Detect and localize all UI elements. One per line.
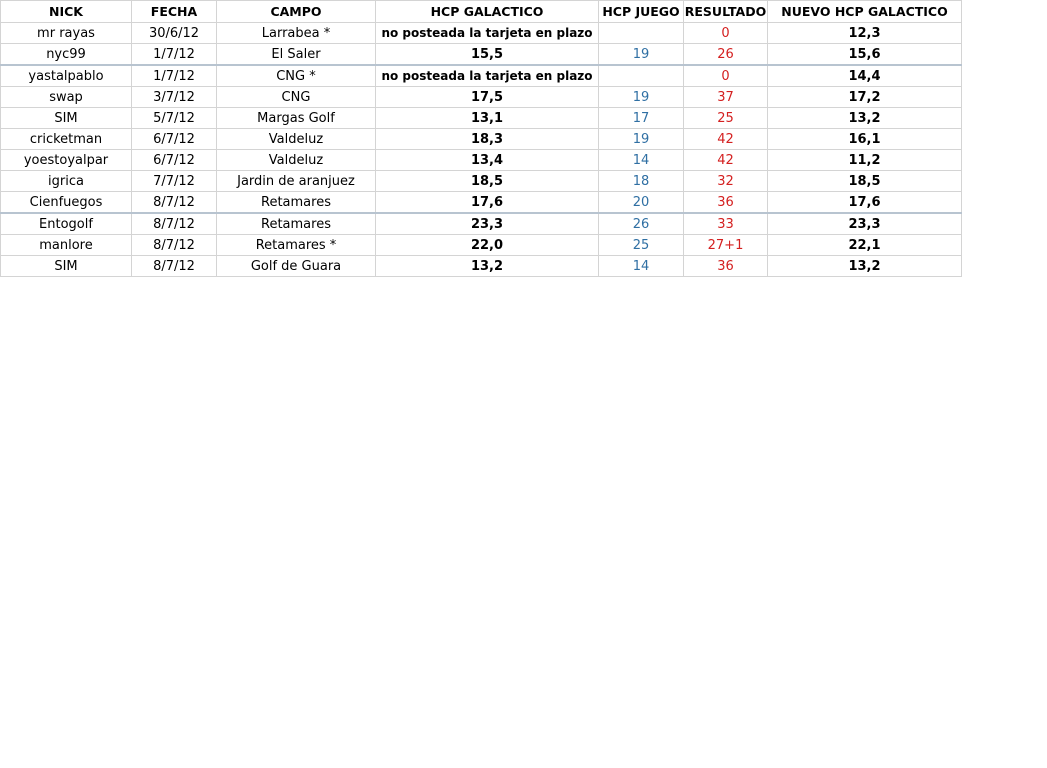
cell-resultado[interactable]: 26: [684, 44, 768, 66]
cell-campo[interactable]: Retamares: [217, 192, 376, 214]
cell-hcp-galactico[interactable]: 18,3: [376, 129, 599, 150]
table-row: [1, 192, 962, 214]
cell-hcp-juego[interactable]: 19: [599, 129, 684, 150]
column-header-nuevo-hcp-galactico[interactable]: NUEVO HCP GALACTICO: [768, 1, 962, 23]
cell-resultado[interactable]: 36: [684, 256, 768, 277]
cell-nuevo-hcp-galactico[interactable]: 11,2: [768, 150, 962, 171]
cell-hcp-galactico[interactable]: 18,5: [376, 171, 599, 192]
cell-hcp-juego[interactable]: [599, 65, 684, 87]
cell-hcp-juego[interactable]: 19: [599, 44, 684, 66]
cell-hcp-galactico[interactable]: no posteada la tarjeta en plazo: [376, 23, 599, 44]
cell-resultado[interactable]: 42: [684, 129, 768, 150]
cell-nick[interactable]: swap: [1, 87, 132, 108]
table-row: [1, 171, 962, 192]
cell-hcp-juego[interactable]: 19: [599, 87, 684, 108]
cell-hcp-juego[interactable]: 26: [599, 213, 684, 235]
cell-nick[interactable]: SIM: [1, 256, 132, 277]
cell-campo[interactable]: CNG *: [217, 65, 376, 87]
cell-campo[interactable]: CNG: [217, 87, 376, 108]
cell-hcp-juego[interactable]: 20: [599, 192, 684, 214]
cell-fecha[interactable]: 8/7/12: [132, 256, 217, 277]
cell-hcp-galactico[interactable]: 15,5: [376, 44, 599, 66]
cell-nick[interactable]: nyc99: [1, 44, 132, 66]
column-header-campo[interactable]: CAMPO: [217, 1, 376, 23]
cell-hcp-juego[interactable]: [599, 23, 684, 44]
cell-nuevo-hcp-galactico[interactable]: 15,6: [768, 44, 962, 66]
cell-resultado[interactable]: 33: [684, 213, 768, 235]
cell-nuevo-hcp-galactico[interactable]: 14,4: [768, 65, 962, 87]
results-table: [0, 0, 962, 277]
cell-nuevo-hcp-galactico[interactable]: 13,2: [768, 256, 962, 277]
cell-fecha[interactable]: 8/7/12: [132, 235, 217, 256]
cell-nick[interactable]: manlore: [1, 235, 132, 256]
cell-fecha[interactable]: 6/7/12: [132, 150, 217, 171]
cell-fecha[interactable]: 8/7/12: [132, 213, 217, 235]
column-header-fecha[interactable]: FECHA: [132, 1, 217, 23]
cell-campo[interactable]: El Saler: [217, 44, 376, 66]
column-header-nick[interactable]: NICK: [1, 1, 132, 23]
header-row: [1, 1, 962, 23]
cell-resultado[interactable]: 27+1: [684, 235, 768, 256]
cell-hcp-galactico[interactable]: 17,6: [376, 192, 599, 214]
cell-hcp-juego[interactable]: 18: [599, 171, 684, 192]
cell-nuevo-hcp-galactico[interactable]: 12,3: [768, 23, 962, 44]
cell-hcp-galactico[interactable]: 13,2: [376, 256, 599, 277]
cell-nuevo-hcp-galactico[interactable]: 13,2: [768, 108, 962, 129]
cell-resultado[interactable]: 0: [684, 23, 768, 44]
cell-nuevo-hcp-galactico[interactable]: 17,6: [768, 192, 962, 214]
cell-hcp-galactico[interactable]: no posteada la tarjeta en plazo: [376, 65, 599, 87]
cell-nick[interactable]: Cienfuegos: [1, 192, 132, 214]
table-row: [1, 23, 962, 44]
table-row: [1, 129, 962, 150]
column-header-resultado[interactable]: RESULTADO: [684, 1, 768, 23]
cell-nick[interactable]: Entogolf: [1, 213, 132, 235]
cell-nick[interactable]: yastalpablo: [1, 65, 132, 87]
cell-campo[interactable]: Valdeluz: [217, 150, 376, 171]
cell-nuevo-hcp-galactico[interactable]: 16,1: [768, 129, 962, 150]
cell-campo[interactable]: Retamares *: [217, 235, 376, 256]
cell-nick[interactable]: mr rayas: [1, 23, 132, 44]
cell-hcp-galactico[interactable]: 23,3: [376, 213, 599, 235]
cell-hcp-juego[interactable]: 14: [599, 256, 684, 277]
cell-resultado[interactable]: 42: [684, 150, 768, 171]
cell-hcp-juego[interactable]: 17: [599, 108, 684, 129]
table-row: [1, 213, 962, 235]
cell-hcp-juego[interactable]: 25: [599, 235, 684, 256]
cell-nick[interactable]: SIM: [1, 108, 132, 129]
cell-fecha[interactable]: 6/7/12: [132, 129, 217, 150]
cell-hcp-galactico[interactable]: 13,1: [376, 108, 599, 129]
table-row: [1, 87, 962, 108]
cell-fecha[interactable]: 7/7/12: [132, 171, 217, 192]
cell-campo[interactable]: Jardin de aranjuez: [217, 171, 376, 192]
cell-nick[interactable]: yoestoyalpar: [1, 150, 132, 171]
cell-resultado[interactable]: 32: [684, 171, 768, 192]
cell-campo[interactable]: Margas Golf: [217, 108, 376, 129]
cell-hcp-galactico[interactable]: 17,5: [376, 87, 599, 108]
cell-fecha[interactable]: 8/7/12: [132, 192, 217, 214]
table-row: [1, 44, 962, 66]
cell-nuevo-hcp-galactico[interactable]: 17,2: [768, 87, 962, 108]
cell-campo[interactable]: Golf de Guara: [217, 256, 376, 277]
column-header-hcp-galactico[interactable]: HCP GALACTICO: [376, 1, 599, 23]
cell-fecha[interactable]: 1/7/12: [132, 44, 217, 66]
cell-hcp-galactico[interactable]: 13,4: [376, 150, 599, 171]
cell-hcp-galactico[interactable]: 22,0: [376, 235, 599, 256]
cell-fecha[interactable]: 1/7/12: [132, 65, 217, 87]
cell-fecha[interactable]: 5/7/12: [132, 108, 217, 129]
cell-resultado[interactable]: 36: [684, 192, 768, 214]
table-row: [1, 108, 962, 129]
cell-resultado[interactable]: 25: [684, 108, 768, 129]
cell-nuevo-hcp-galactico[interactable]: 23,3: [768, 213, 962, 235]
cell-nick[interactable]: igrica: [1, 171, 132, 192]
column-header-hcp-juego[interactable]: HCP JUEGO: [599, 1, 684, 23]
cell-fecha[interactable]: 3/7/12: [132, 87, 217, 108]
table-row: [1, 65, 962, 87]
table-row: [1, 256, 962, 277]
cell-fecha[interactable]: 30/6/12: [132, 23, 217, 44]
table-row: [1, 150, 962, 171]
cell-campo[interactable]: Retamares: [217, 213, 376, 235]
table-row: [1, 235, 962, 256]
cell-campo[interactable]: Valdeluz: [217, 129, 376, 150]
cell-hcp-juego[interactable]: 14: [599, 150, 684, 171]
cell-nuevo-hcp-galactico[interactable]: 22,1: [768, 235, 962, 256]
cell-campo[interactable]: Larrabea *: [217, 23, 376, 44]
cell-nick[interactable]: cricketman: [1, 129, 132, 150]
cell-nuevo-hcp-galactico[interactable]: 18,5: [768, 171, 962, 192]
cell-resultado[interactable]: 0: [684, 65, 768, 87]
cell-resultado[interactable]: 37: [684, 87, 768, 108]
